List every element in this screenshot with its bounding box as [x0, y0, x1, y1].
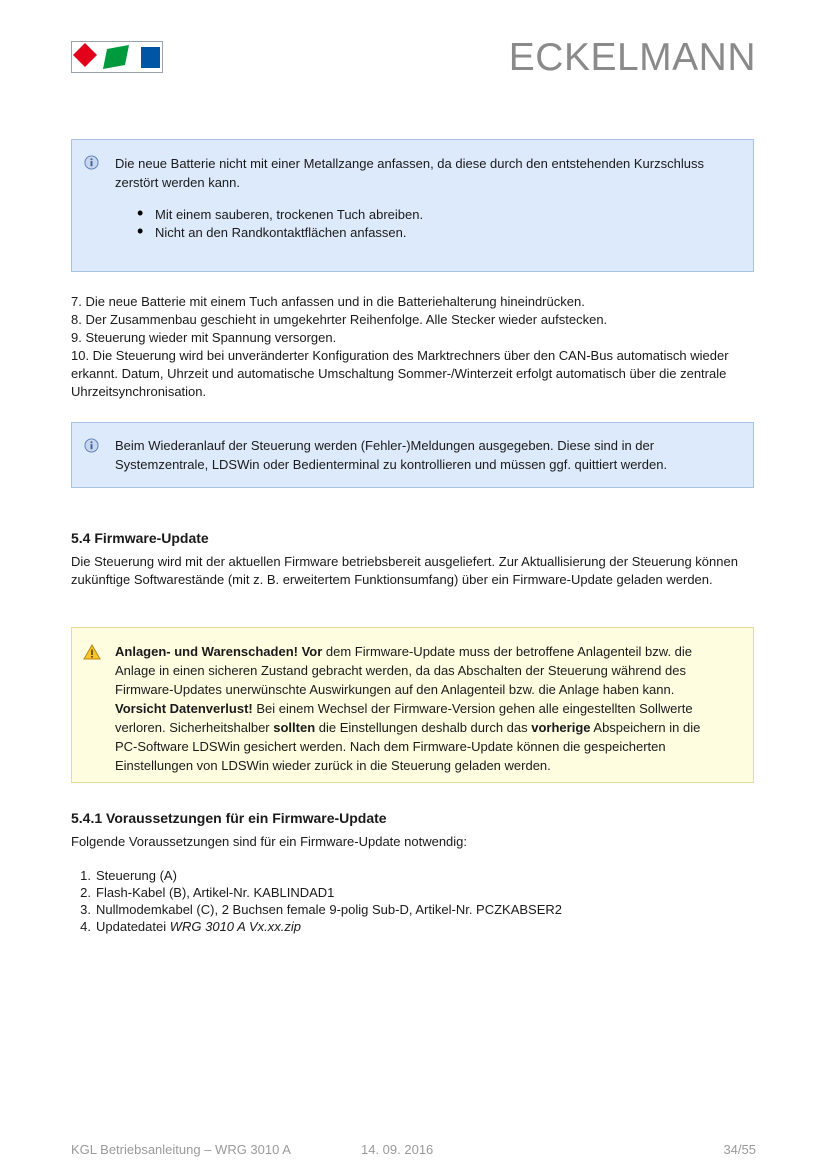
logo-blue-square	[141, 47, 160, 68]
warning-bold-dataloss: Vorsicht Datenverlust!	[115, 701, 253, 716]
update-file-name: WRG 3010 A Vx.xx.zip	[169, 919, 301, 934]
list-item: 2. Flash-Kabel (B), Artikel-Nr. KABLINDAD1	[80, 885, 335, 900]
bullet-item: • Nicht an den Randkontaktflächen anfassen.	[155, 224, 723, 242]
step-8: 8. Der Zusammenbau geschieht in umgekehrter Reihenfolge. Alle Stecker wieder aufstecken.	[71, 312, 608, 327]
warning-text-1: dem Firmware-Update muss der betroffene Anlagenteil bzw. die Anlage in einen sicheren Zustand gebracht werden, da das Abschalten der Steuerung während des Firmware-Updates unerwünschte Auswirkungen auf den Anlagenteil bzw. die Anlage haben kann.	[115, 644, 693, 697]
bullet-list	[155, 206, 723, 242]
section-body-5-4: Die Steuerung wird mit der aktuellen Firmware betriebsbereit ausgeliefert. Zur Aktuallisierung der Steuerung können zukünftige Softwarestände (mit z. B. erweitertem Funktionsumfang) über ein Firmware-Update geladen werden.	[71, 554, 738, 587]
brand-name: ECKELMANN	[508, 36, 756, 79]
footer-page-number: 34/55	[723, 1142, 756, 1157]
requirements-intro: Folgende Voraussetzungen sind für ein Firmware-Update notwendig:	[71, 834, 468, 849]
section-heading-5-4-1: 5.4.1 Voraussetzungen für ein Firmware-Update	[71, 810, 387, 826]
list-item: 3. Nullmodemkabel (C), 2 Buchsen female 9-polig Sub-D, Artikel-Nr. PCZKABSER2	[80, 902, 563, 917]
warning-bold-should: sollten	[273, 720, 316, 735]
info-icon	[84, 155, 99, 170]
warning-bold-previous: vorherige	[531, 720, 591, 735]
warning-text-3: die Einstellungen deshalb durch das	[315, 720, 532, 735]
warning-triangle-icon	[83, 644, 101, 660]
warning-text	[115, 642, 723, 775]
footer-document-title: KGL Betriebsanleitung – WRG 3010 A	[71, 1142, 291, 1157]
note-text: Die neue Batterie nicht mit einer Metallzange anfassen, da diese durch den entstehenden Kurzschluss zerstört werden kann.	[115, 156, 704, 190]
list-item: 4. Updatedatei WRG 3010 A Vx.xx.zip	[80, 919, 301, 934]
note-text: Beim Wiederanlauf der Steuerung werden (Fehler-)Meldungen ausgegeben. Diese sind in der Systemzentrale, LDSWin oder Bedienterminal zu kontrollieren und müssen ggf. quittiert werden.	[115, 438, 668, 472]
steps-list	[71, 293, 761, 401]
step-9: 9. Steuerung wieder mit Spannung versorgen.	[71, 330, 337, 345]
list-item: 1. Steuerung (A)	[80, 868, 177, 883]
info-note-restart	[71, 422, 754, 488]
warning-text-2: Bei einem Wechsel der Firmware-Version gehen alle eingestellten Sollwerte verloren. Sicherheitshalber	[115, 701, 693, 735]
warning-bold-damage: Anlagen- und Warenschaden! Vor	[115, 644, 323, 659]
section-heading-5-4: 5.4 Firmware-Update	[71, 530, 209, 546]
footer-date: 14. 09. 2016	[361, 1142, 434, 1157]
info-icon	[84, 438, 99, 453]
info-note-battery	[71, 139, 754, 272]
warning-text-4: Abspeichern in die PC-Software LDSWin gesichert werden. Nach dem Firmware-Update können die gespeicherten Einstellungen von LDSWin wieder zurück in die Steuerung geladen werden.	[115, 720, 701, 773]
eckelmann-logo	[71, 41, 163, 73]
requirements-list	[71, 867, 761, 935]
step-7: 7. Die neue Batterie mit einem Tuch anfassen und in die Batteriehalterung hineindrücken.	[71, 294, 585, 309]
step-10: 10. Die Steuerung wird bei unveränderter Konfiguration des Marktrechners über den CAN-Bus automatisch wieder erkannt. Datum, Uhrzeit und automatische Umschaltung Sommer-/Winterzeit erfolgt automatisch über die zentrale Uhrzeitsynchronisation.	[71, 348, 729, 399]
warning-box	[71, 627, 754, 783]
bullet-item: • Mit einem sauberen, trockenen Tuch abreiben.	[155, 206, 723, 224]
